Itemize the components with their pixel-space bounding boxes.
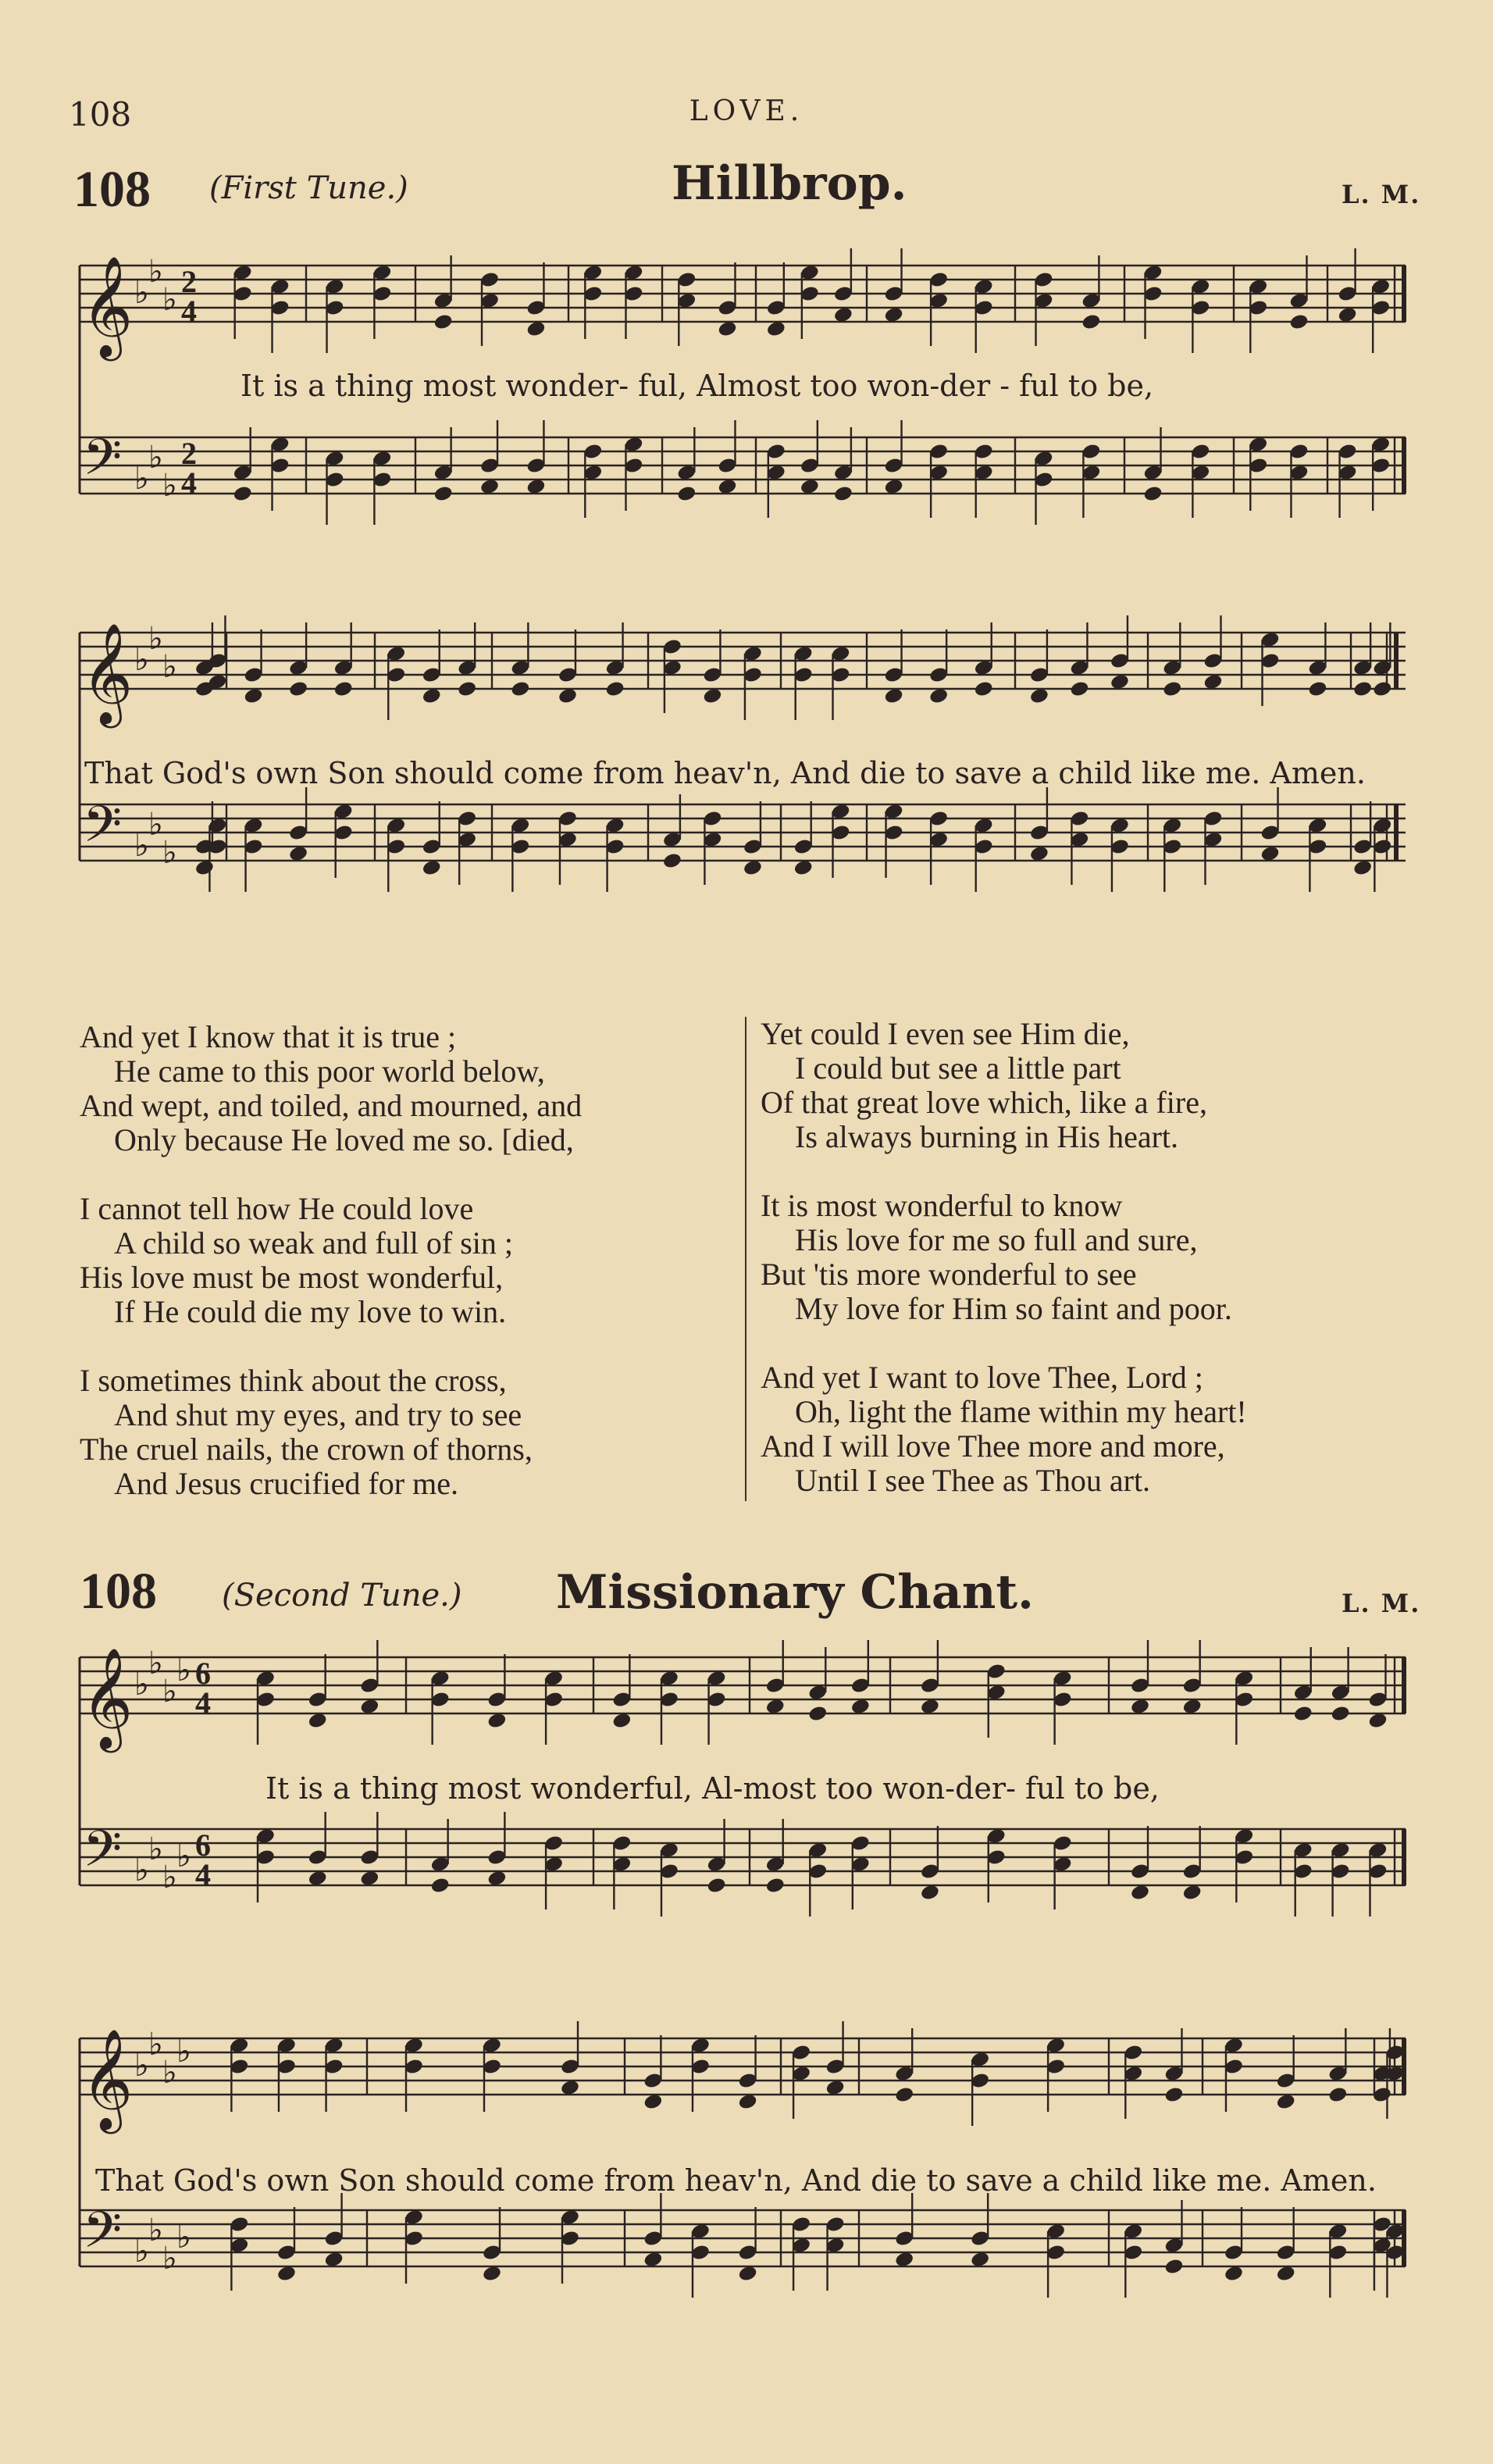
flat-icon: ♭ xyxy=(162,835,177,871)
note-head xyxy=(1288,313,1309,331)
note-head xyxy=(510,680,530,698)
note-head xyxy=(433,313,454,331)
flat-icon: ♭ xyxy=(148,2213,163,2248)
flat-icon: ♭ xyxy=(162,282,177,318)
note-head xyxy=(1142,485,1163,503)
note-head xyxy=(662,852,682,870)
stanza-line: I could but see a little part xyxy=(795,1050,1121,1086)
note-head xyxy=(807,1705,828,1723)
stanza-line: Oh, light the flame within my heart! xyxy=(795,1394,1247,1429)
tune-name: Missionary Chant. xyxy=(556,1565,1034,1620)
note-head xyxy=(765,1877,786,1895)
flat-icon: ♭ xyxy=(162,1674,177,1710)
stanza xyxy=(80,1192,582,1329)
stanza-line: And wept, and toiled, and mourned, and xyxy=(80,1088,583,1123)
stanza-line: And Jesus crucified for me. xyxy=(114,1466,458,1501)
stanzas-left-column xyxy=(80,1020,582,1501)
bass-clef-icon: 𝄢 xyxy=(83,429,123,499)
stanza xyxy=(80,1020,582,1157)
treble-clef-icon: 𝄞 xyxy=(81,255,134,357)
flat-icon: ♭ xyxy=(162,649,177,685)
stanza-line: If He could die my love to win. xyxy=(114,1294,507,1329)
note-head xyxy=(707,1877,727,1895)
flat-icon: ♭ xyxy=(134,2048,149,2084)
note-head xyxy=(433,485,454,503)
stanzas-right-column xyxy=(761,1017,1247,1498)
stanza-line: Yet could I even see Him die, xyxy=(761,1016,1130,1051)
time-signature-top: 2 xyxy=(181,264,197,299)
flat-icon: ♭ xyxy=(134,2234,149,2270)
note-head xyxy=(457,680,477,698)
note-head xyxy=(1162,680,1182,698)
stanza-line: His love must be most wonderful, xyxy=(80,1260,504,1295)
stanza-line: It is most wonderful to know xyxy=(761,1188,1123,1223)
note-head xyxy=(1372,680,1392,698)
lyric-line: It is a thing most wonderful, Al-most too won-der- ful to be, xyxy=(265,1771,1160,1806)
flat-icon: ♭ xyxy=(148,1831,163,1867)
stanza-line: Of that great love which, like a fire, xyxy=(761,1085,1207,1120)
time-signature-top: 2 xyxy=(181,436,197,471)
stanza-line: But 'tis more wonderful to see xyxy=(761,1257,1137,1292)
note-head xyxy=(1352,680,1373,698)
note-head xyxy=(288,680,308,698)
stanza-line: He came to this poor world below, xyxy=(114,1054,545,1089)
stanza-line: My love for Him so faint and poor. xyxy=(795,1291,1232,1326)
bass-clef-icon: 𝄢 xyxy=(83,796,123,866)
meter-label: L. M. xyxy=(1342,1589,1421,1618)
tune-label: (Second Tune.) xyxy=(222,1578,462,1614)
stanza-line: And I will love Thee more and more, xyxy=(761,1428,1225,1464)
stanza-line: Until I see Thee as Thou art. xyxy=(795,1463,1151,1498)
hymn-number: 108 xyxy=(80,1563,157,1620)
note-head xyxy=(333,680,354,698)
note-head xyxy=(894,2086,914,2104)
note-head xyxy=(1081,313,1101,331)
time-signature-top: 6 xyxy=(195,1656,211,1691)
note-head xyxy=(1293,1705,1313,1723)
flat-icon: ♭ xyxy=(148,807,163,843)
flat-icon: ♭ xyxy=(134,828,149,864)
stanza-line: The cruel nails, the crown of thorns, xyxy=(80,1432,533,1467)
stanza-line: And shut my eyes, and try to see xyxy=(114,1397,522,1432)
time-signature-bottom: 4 xyxy=(181,294,197,329)
tune-label: (First Tune.) xyxy=(209,170,408,206)
bass-clef-icon: 𝄢 xyxy=(83,1820,123,1891)
flat-icon: ♭ xyxy=(162,2241,177,2277)
note-head xyxy=(430,1877,451,1895)
lyric-line: It is a thing most wonder- ful, Almost too won-der - ful to be, xyxy=(241,369,1154,403)
flat-icon: ♭ xyxy=(134,275,149,311)
lyric-line: That God's own Son should come from heav'n, And die to save a child like me. Amen. xyxy=(84,756,1366,790)
flat-icon: ♭ xyxy=(134,1852,149,1888)
flat-icon: ♭ xyxy=(176,1838,191,1874)
time-signature-top: 6 xyxy=(195,1827,211,1863)
flat-icon: ♭ xyxy=(148,2027,163,2063)
flat-icon: ♭ xyxy=(148,254,163,290)
flat-icon: ♭ xyxy=(148,1646,163,1681)
flat-icon: ♭ xyxy=(162,1860,177,1895)
stanza xyxy=(761,1017,1247,1154)
flat-icon: ♭ xyxy=(176,1653,191,1688)
flat-icon: ♭ xyxy=(162,2055,177,2091)
note-head xyxy=(1069,680,1089,698)
treble-clef-icon: 𝄞 xyxy=(81,1647,134,1749)
stanza-line: Is always burning in His heart. xyxy=(795,1119,1179,1154)
bass-clef-icon: 𝄢 xyxy=(83,2202,123,2272)
flat-icon: ♭ xyxy=(176,2034,191,2070)
note-head xyxy=(676,485,697,503)
note-head xyxy=(605,680,625,698)
time-signature-bottom: 4 xyxy=(181,465,197,501)
stanza xyxy=(80,1364,582,1501)
note-head xyxy=(1327,2086,1348,2104)
stanza xyxy=(761,1189,1247,1326)
flat-icon: ♭ xyxy=(148,621,163,657)
note-head xyxy=(233,485,253,503)
stanza-line: I cannot tell how He could love xyxy=(80,1191,474,1226)
time-signature-bottom: 4 xyxy=(195,1857,211,1892)
stanza xyxy=(761,1360,1247,1498)
note-head xyxy=(1307,680,1327,698)
note-head xyxy=(1331,1705,1351,1723)
stanza-line: Only because He loved me so. [died, xyxy=(114,1122,574,1157)
note-head xyxy=(1163,2258,1184,2276)
tune-name: Hillbrop. xyxy=(672,156,907,211)
flat-icon: ♭ xyxy=(134,642,149,678)
stanza-line: And yet I know that it is true ; xyxy=(80,1019,457,1054)
flat-icon: ♭ xyxy=(134,461,149,497)
page-number: 108 xyxy=(69,95,132,134)
meter-label: L. M. xyxy=(1342,180,1421,209)
stanza-line: I sometimes think about the cross, xyxy=(80,1363,507,1398)
note-head xyxy=(833,485,853,503)
flat-icon: ♭ xyxy=(134,1667,149,1703)
flat-icon: ♭ xyxy=(176,2220,191,2255)
treble-clef-icon: 𝄞 xyxy=(81,622,134,724)
stanza-line: His love for me so full and sure, xyxy=(795,1222,1198,1257)
lyric-line: That God's own Son should come from heav'n, And die to save a child like me. Amen. xyxy=(95,2163,1377,2198)
time-signature-bottom: 4 xyxy=(195,1685,211,1721)
note-head xyxy=(974,680,994,698)
column-divider xyxy=(745,1017,746,1501)
hymn-number: 108 xyxy=(73,161,151,218)
stanza-line: And yet I want to love Thee, Lord ; xyxy=(761,1360,1203,1395)
note-head xyxy=(1163,2086,1184,2104)
flat-icon: ♭ xyxy=(162,468,177,504)
treble-clef-icon: 𝄞 xyxy=(81,2028,134,2130)
running-head: LOVE. xyxy=(689,95,804,127)
flat-icon: ♭ xyxy=(148,440,163,476)
stanza-line: A child so weak and full of sin ; xyxy=(114,1225,514,1261)
